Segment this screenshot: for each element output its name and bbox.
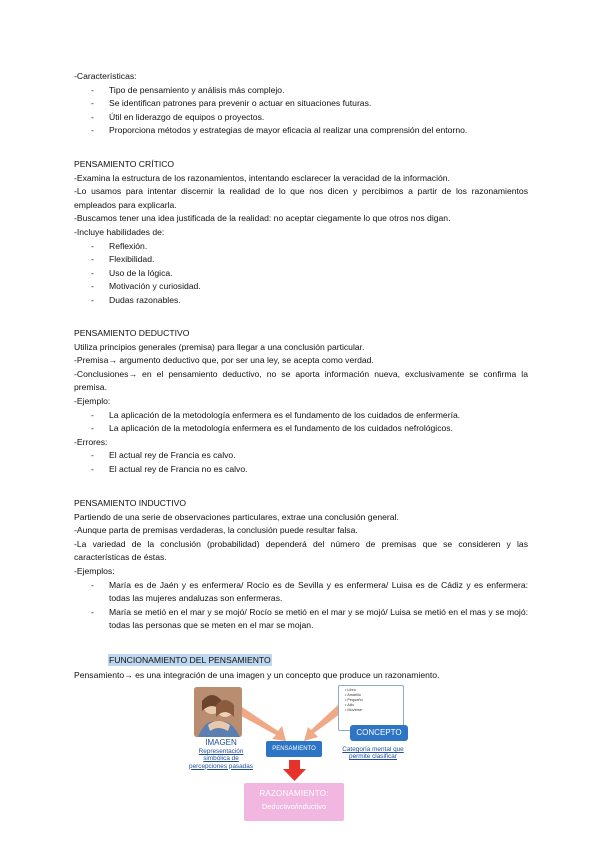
list-item: - Tipo de pensamiento y análisis más complejo. (74, 84, 528, 98)
razonamiento-sub: Deductivo/inductivo (261, 802, 327, 811)
inductivo-section (74, 497, 528, 633)
pensamiento-box: PENSAMIENTO (266, 741, 322, 757)
deductivo-errors (74, 449, 528, 476)
caracteristicas-section (74, 70, 528, 138)
list-item: - La aplicación de la metodología enfermera es el fundamento de los cuidados nefrológicos. (74, 422, 528, 436)
concept-list-item: • Pequeño (345, 698, 403, 703)
concepto-box: CONCEPTO (350, 725, 408, 741)
concept-list-item: • Libro (345, 688, 403, 693)
concepto-description: Categoría mental que permite clasificar (342, 746, 404, 761)
critico-line: -Buscamos tener una idea justificada de la realidad: no aceptar ciegamente lo que otros nos digan. (74, 213, 451, 224)
list-item: - María es de Jaén y es enfermera/ Rocío es de Sevilla y es enfermera/ Luisa es de Cádiz y es enfermera: todas las mujeres andaluzas son enfermeras. (74, 579, 528, 606)
list-item: - Uso de la lógica. (74, 267, 528, 281)
concept-list-item: • Amarillo (345, 693, 403, 698)
concept-list-item: • Alto (345, 703, 403, 708)
critico-line: -Lo usamos para intentar discernir la realidad de lo que nos dicen y percibimos a partir de los razonamientos empleados para explicarla. (74, 186, 528, 210)
deductivo-examples (74, 409, 528, 436)
funcionamiento-intro: Pensamiento→ es una integración de una imagen y un concepto que produce un razonamiento. (74, 670, 440, 680)
imagen-label: IMAGEN (205, 738, 237, 747)
caracteristicas-heading: -Características: (74, 71, 137, 81)
inductivo-examples-heading: -Ejemplos: (74, 565, 115, 576)
critico-skills-heading: -Incluye habilidades de: (74, 226, 165, 237)
list-item: - Útil en liderazgo de equipos o proyectos. (74, 111, 528, 125)
concept-list-item: • Moverse (345, 708, 403, 713)
deductivo-line: -Conclusiones→ en el pensamiento deductivo, no se aporta información nueva, exclusivamente se confirma la premisa. (74, 368, 528, 393)
deductivo-line: -Premisa→ argumento deductivo que, por ser una ley, se acepta como verdad. (74, 355, 374, 366)
deductivo-errors-heading: -Errores: (74, 436, 108, 447)
list-item: - Flexibilidad. (74, 253, 528, 267)
list-item: - Dudas razonables. (74, 294, 528, 308)
critico-section (74, 158, 528, 308)
list-item: - Proporciona métodos y estrategias de mayor eficacia al realizar una comprensión del entorno. (74, 124, 528, 138)
funcionamiento-title: FUNCIONAMIENTO DEL PENSAMIENTO (109, 655, 271, 665)
list-item: - El actual rey de Francia es calvo. (74, 449, 528, 463)
thinking-diagram (188, 683, 420, 821)
deductivo-section (74, 327, 528, 477)
list-item: - Motivación y curiosidad. (74, 280, 528, 294)
image-to-pensamiento-arrow (236, 707, 286, 741)
caracteristicas-list (74, 84, 528, 138)
deductivo-example-heading: -Ejemplo: (74, 395, 111, 406)
razonamiento-box (244, 783, 344, 821)
inductivo-title: PENSAMIENTO INDUCTIVO (74, 498, 187, 508)
imagen-description: Representación simbólica de percepciones pasadas (189, 748, 253, 770)
list-item: - El actual rey de Francia no es calvo. (74, 463, 528, 477)
pensamiento-to-razonamiento-arrow (283, 760, 306, 781)
inductivo-examples (74, 579, 528, 633)
people-photo (194, 687, 242, 737)
critico-title: PENSAMIENTO CRÍTICO (74, 159, 175, 169)
list-item: - Se identifican patrones para prevenir o actuar en situaciones futuras. (74, 97, 528, 111)
critico-skills-list (74, 240, 528, 308)
embracing-people-image (194, 687, 242, 737)
inductivo-line: Partiendo de una serie de observaciones particulares, extrae una conclusión general. (74, 511, 399, 522)
list-item: - María se metió en el mar y se mojó/ Rocío se metió en el mar y se mojó/ Luisa se metió en el mas y se mojó: todas las personas que se meten en el mar se mojan. (74, 606, 528, 633)
critico-line: -Examina la estructura de los razonamientos, intentando esclarecer la veracidad de la información. (74, 172, 450, 183)
list-item: - Reflexión. (74, 240, 528, 254)
inductivo-line: -Aunque parta de premisas verdaderas, la conclusión puede resultar falsa. (74, 525, 358, 536)
razonamiento-label: RAZONAMIENTO: (259, 789, 329, 798)
inductivo-line: -La variedad de la conclusión (probabilidad) dependerá del número de premisas que se consideren y las características de éstas. (74, 538, 528, 563)
deductivo-title: PENSAMIENTO DEDUCTIVO (74, 328, 190, 338)
list-item: - La aplicación de la metodología enfermera es el fundamento de los cuidados de enfermería. (74, 409, 528, 423)
deductivo-line: Utiliza principios generales (premisa) para llegar a una conclusión particular. (74, 341, 365, 352)
